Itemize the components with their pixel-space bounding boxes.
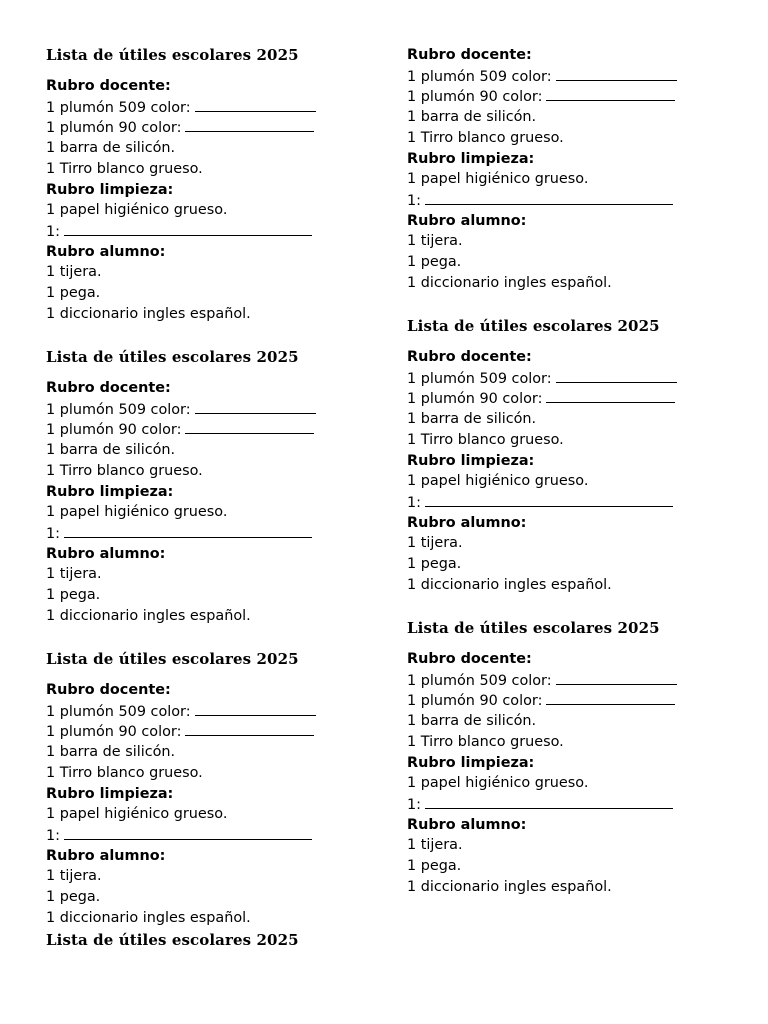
list-item-text: 1 plumón 90 color: xyxy=(407,693,543,710)
list-item-text: 1 diccionario ingles español. xyxy=(407,576,612,593)
list-item-text: 1: xyxy=(46,525,61,542)
list-item xyxy=(407,231,463,251)
section-heading-alumno-text: Rubro alumno: xyxy=(407,816,527,833)
list-title-text: Lista de útiles escolares 2025 xyxy=(46,348,299,366)
list-item xyxy=(46,908,251,928)
section-heading-alumno-text: Rubro alumno: xyxy=(407,514,527,531)
list-item-text: 1 plumón 509 color: xyxy=(46,401,191,418)
list-item xyxy=(46,200,227,220)
fill-in-blank xyxy=(195,701,316,716)
fill-in-blank xyxy=(195,97,316,112)
list-item xyxy=(46,606,251,626)
list-title xyxy=(46,930,299,950)
list-item-text: 1 papel higiénico grueso. xyxy=(46,504,228,521)
list-item xyxy=(46,866,102,886)
list-item-text: 1 diccionario ingles español. xyxy=(46,607,251,624)
list-item xyxy=(46,763,203,783)
fill-in-blank xyxy=(546,86,675,101)
section-heading-limpieza xyxy=(46,180,173,200)
list-item xyxy=(46,887,100,907)
list-item xyxy=(407,273,612,293)
list-item-text: 1 plumón 509 color: xyxy=(407,672,552,689)
list-item xyxy=(407,492,673,513)
list-title xyxy=(46,649,299,669)
list-item xyxy=(407,877,612,897)
section-heading-limpieza-text: Rubro limpieza: xyxy=(46,785,174,802)
list-title xyxy=(407,618,660,638)
list-item-text: 1 tijera. xyxy=(46,566,102,583)
list-item xyxy=(407,711,536,731)
list-item-text: 1 plumón 509 color: xyxy=(407,370,552,387)
list-item xyxy=(407,835,463,855)
list-item-text: 1 barra de silicón. xyxy=(407,713,537,730)
section-heading-docente-text: Rubro docente: xyxy=(46,78,171,94)
list-item-text: 1 tijera. xyxy=(46,264,102,281)
section-heading-limpieza xyxy=(407,753,534,773)
fill-in-blank xyxy=(556,66,677,81)
section-heading-docente xyxy=(46,378,171,398)
list-item-text: 1 papel higiénico grueso. xyxy=(407,775,589,792)
section-heading-alumno xyxy=(46,846,165,866)
list-item xyxy=(407,533,463,553)
list-item xyxy=(407,670,677,691)
list-title xyxy=(46,45,299,65)
section-heading-limpieza-text: Rubro limpieza: xyxy=(407,452,535,469)
list-item xyxy=(407,773,588,793)
list-item-text: 1: xyxy=(46,223,61,240)
fill-in-blank xyxy=(185,721,314,736)
list-item xyxy=(46,585,100,605)
list-item-text: 1 diccionario ingles español. xyxy=(407,274,612,291)
section-heading-limpieza-text: Rubro limpieza: xyxy=(407,754,535,771)
fill-in-blank xyxy=(546,690,675,705)
section-heading-docente-text: Rubro docente: xyxy=(46,380,171,396)
list-item xyxy=(407,66,677,87)
list-item xyxy=(407,575,612,595)
list-item xyxy=(46,721,314,742)
fill-in-blank xyxy=(185,419,314,434)
fill-in-blank xyxy=(64,221,312,236)
list-item xyxy=(46,97,316,118)
list-item-text: 1 tijera. xyxy=(46,868,102,885)
section-heading-alumno xyxy=(407,815,526,835)
section-heading-docente xyxy=(407,649,532,669)
list-item-text: 1 Tirro blanco grueso. xyxy=(407,431,564,448)
list-item-text: 1 plumón 509 color: xyxy=(46,703,191,720)
fill-in-blank xyxy=(546,388,675,403)
list-title-text: Lista de útiles escolares 2025 xyxy=(407,317,660,335)
list-item-text: 1 barra de silicón. xyxy=(407,411,537,428)
list-item xyxy=(407,252,461,272)
list-item xyxy=(46,440,175,460)
list-item-text: 1 plumón 90 color: xyxy=(46,422,182,439)
section-heading-alumno-text: Rubro alumno: xyxy=(407,212,527,229)
list-item-text: 1 diccionario ingles español. xyxy=(46,305,251,322)
list-item xyxy=(407,388,675,409)
list-item xyxy=(46,502,227,522)
list-item-text: 1 plumón 90 color: xyxy=(407,89,543,106)
list-item-text: 1 pega. xyxy=(46,285,101,301)
list-item-text: 1 Tirro blanco grueso. xyxy=(46,462,203,479)
section-heading-alumno-text: Rubro alumno: xyxy=(46,847,166,864)
list-item xyxy=(46,564,102,584)
fill-in-blank xyxy=(425,492,673,507)
section-heading-limpieza xyxy=(407,451,534,471)
list-item xyxy=(46,701,316,722)
fill-in-blank xyxy=(556,670,677,685)
fill-in-blank xyxy=(64,523,312,538)
list-item-text: 1 plumón 509 color: xyxy=(46,99,191,116)
list-item-text: 1 pega. xyxy=(407,556,462,572)
list-item xyxy=(407,409,536,429)
list-item-text: 1 barra de silicón. xyxy=(46,744,176,761)
list-title-text: Lista de útiles escolares 2025 xyxy=(46,931,299,949)
list-item xyxy=(46,159,203,179)
list-item-text: 1 pega. xyxy=(46,889,101,905)
list-item-text: 1 tijera. xyxy=(407,233,463,250)
section-heading-alumno xyxy=(46,544,165,564)
list-item-text: 1 Tirro blanco grueso. xyxy=(407,129,564,146)
list-item-text: 1 papel higiénico grueso. xyxy=(46,806,228,823)
section-heading-alumno xyxy=(407,211,526,231)
list-item xyxy=(407,86,675,107)
list-item xyxy=(46,399,316,420)
section-heading-docente xyxy=(407,347,532,367)
list-item xyxy=(407,107,536,127)
list-item-text: 1 papel higiénico grueso. xyxy=(407,473,589,490)
list-item-text: 1 plumón 90 color: xyxy=(46,724,182,741)
list-title xyxy=(46,347,299,367)
list-item xyxy=(46,461,203,481)
section-heading-limpieza-text: Rubro limpieza: xyxy=(46,483,174,500)
list-item xyxy=(46,117,314,138)
list-item xyxy=(46,304,251,324)
fill-in-blank xyxy=(556,368,677,383)
list-item xyxy=(46,283,100,303)
list-item-text: 1 diccionario ingles español. xyxy=(46,909,251,926)
list-item-text: 1 pega. xyxy=(407,858,462,874)
section-heading-docente-text: Rubro docente: xyxy=(46,682,171,698)
list-item xyxy=(407,732,564,752)
list-item-text: 1: xyxy=(407,192,422,209)
list-item-text: 1 pega. xyxy=(407,254,462,270)
list-item xyxy=(46,138,175,158)
list-item-text: 1 plumón 90 color: xyxy=(46,120,182,137)
list-item xyxy=(407,368,677,389)
section-heading-alumno xyxy=(46,242,165,262)
section-heading-limpieza xyxy=(407,149,534,169)
fill-in-blank xyxy=(64,825,312,840)
section-heading-limpieza-text: Rubro limpieza: xyxy=(407,150,535,167)
list-item-text: 1 plumón 90 color: xyxy=(407,391,543,408)
list-item xyxy=(407,190,673,211)
list-item-text: 1: xyxy=(46,827,61,844)
section-heading-docente-text: Rubro docente: xyxy=(407,349,532,365)
fill-in-blank xyxy=(425,794,673,809)
list-item xyxy=(407,856,461,876)
list-item xyxy=(46,825,312,846)
list-item-text: 1 diccionario ingles español. xyxy=(407,878,612,895)
list-item-text: 1: xyxy=(407,494,422,511)
list-item-text: 1 tijera. xyxy=(407,837,463,854)
list-item xyxy=(407,471,588,491)
list-title-text: Lista de útiles escolares 2025 xyxy=(407,619,660,637)
fill-in-blank xyxy=(425,190,673,205)
list-title-text: Lista de útiles escolares 2025 xyxy=(46,650,299,668)
section-heading-limpieza xyxy=(46,482,173,502)
section-heading-alumno-text: Rubro alumno: xyxy=(46,545,166,562)
list-item xyxy=(46,523,312,544)
list-item-text: 1 plumón 509 color: xyxy=(407,68,552,85)
fill-in-blank xyxy=(185,117,314,132)
list-item xyxy=(46,221,312,242)
list-item xyxy=(46,419,314,440)
list-item xyxy=(407,690,675,711)
section-heading-limpieza xyxy=(46,784,173,804)
section-heading-docente xyxy=(46,680,171,700)
list-item-text: 1 pega. xyxy=(46,587,101,603)
section-heading-alumno-text: Rubro alumno: xyxy=(46,243,166,260)
section-heading-docente xyxy=(407,45,532,65)
list-item xyxy=(407,169,588,189)
list-item-text: 1 tijera. xyxy=(407,535,463,552)
list-item-text: 1 papel higiénico grueso. xyxy=(407,171,589,188)
list-item xyxy=(46,262,102,282)
list-item-text: 1: xyxy=(407,796,422,813)
list-item-text: 1 papel higiénico grueso. xyxy=(46,202,228,219)
section-heading-docente xyxy=(46,76,171,96)
list-item-text: 1 barra de silicón. xyxy=(407,109,537,126)
list-item-text: 1 barra de silicón. xyxy=(46,442,176,459)
list-item xyxy=(407,554,461,574)
list-item xyxy=(407,794,673,815)
list-item-text: 1 Tirro blanco grueso. xyxy=(407,733,564,750)
list-item xyxy=(407,128,564,148)
list-item xyxy=(46,742,175,762)
section-heading-alumno xyxy=(407,513,526,533)
section-heading-docente-text: Rubro docente: xyxy=(407,651,532,667)
section-heading-docente-text: Rubro docente: xyxy=(407,47,532,63)
section-heading-limpieza-text: Rubro limpieza: xyxy=(46,181,174,198)
list-title-text: Lista de útiles escolares 2025 xyxy=(46,46,299,64)
list-title xyxy=(407,316,660,336)
fill-in-blank xyxy=(195,399,316,414)
list-item-text: 1 Tirro blanco grueso. xyxy=(46,160,203,177)
list-item xyxy=(46,804,227,824)
list-item xyxy=(407,430,564,450)
list-item-text: 1 barra de silicón. xyxy=(46,140,176,157)
list-item-text: 1 Tirro blanco grueso. xyxy=(46,764,203,781)
